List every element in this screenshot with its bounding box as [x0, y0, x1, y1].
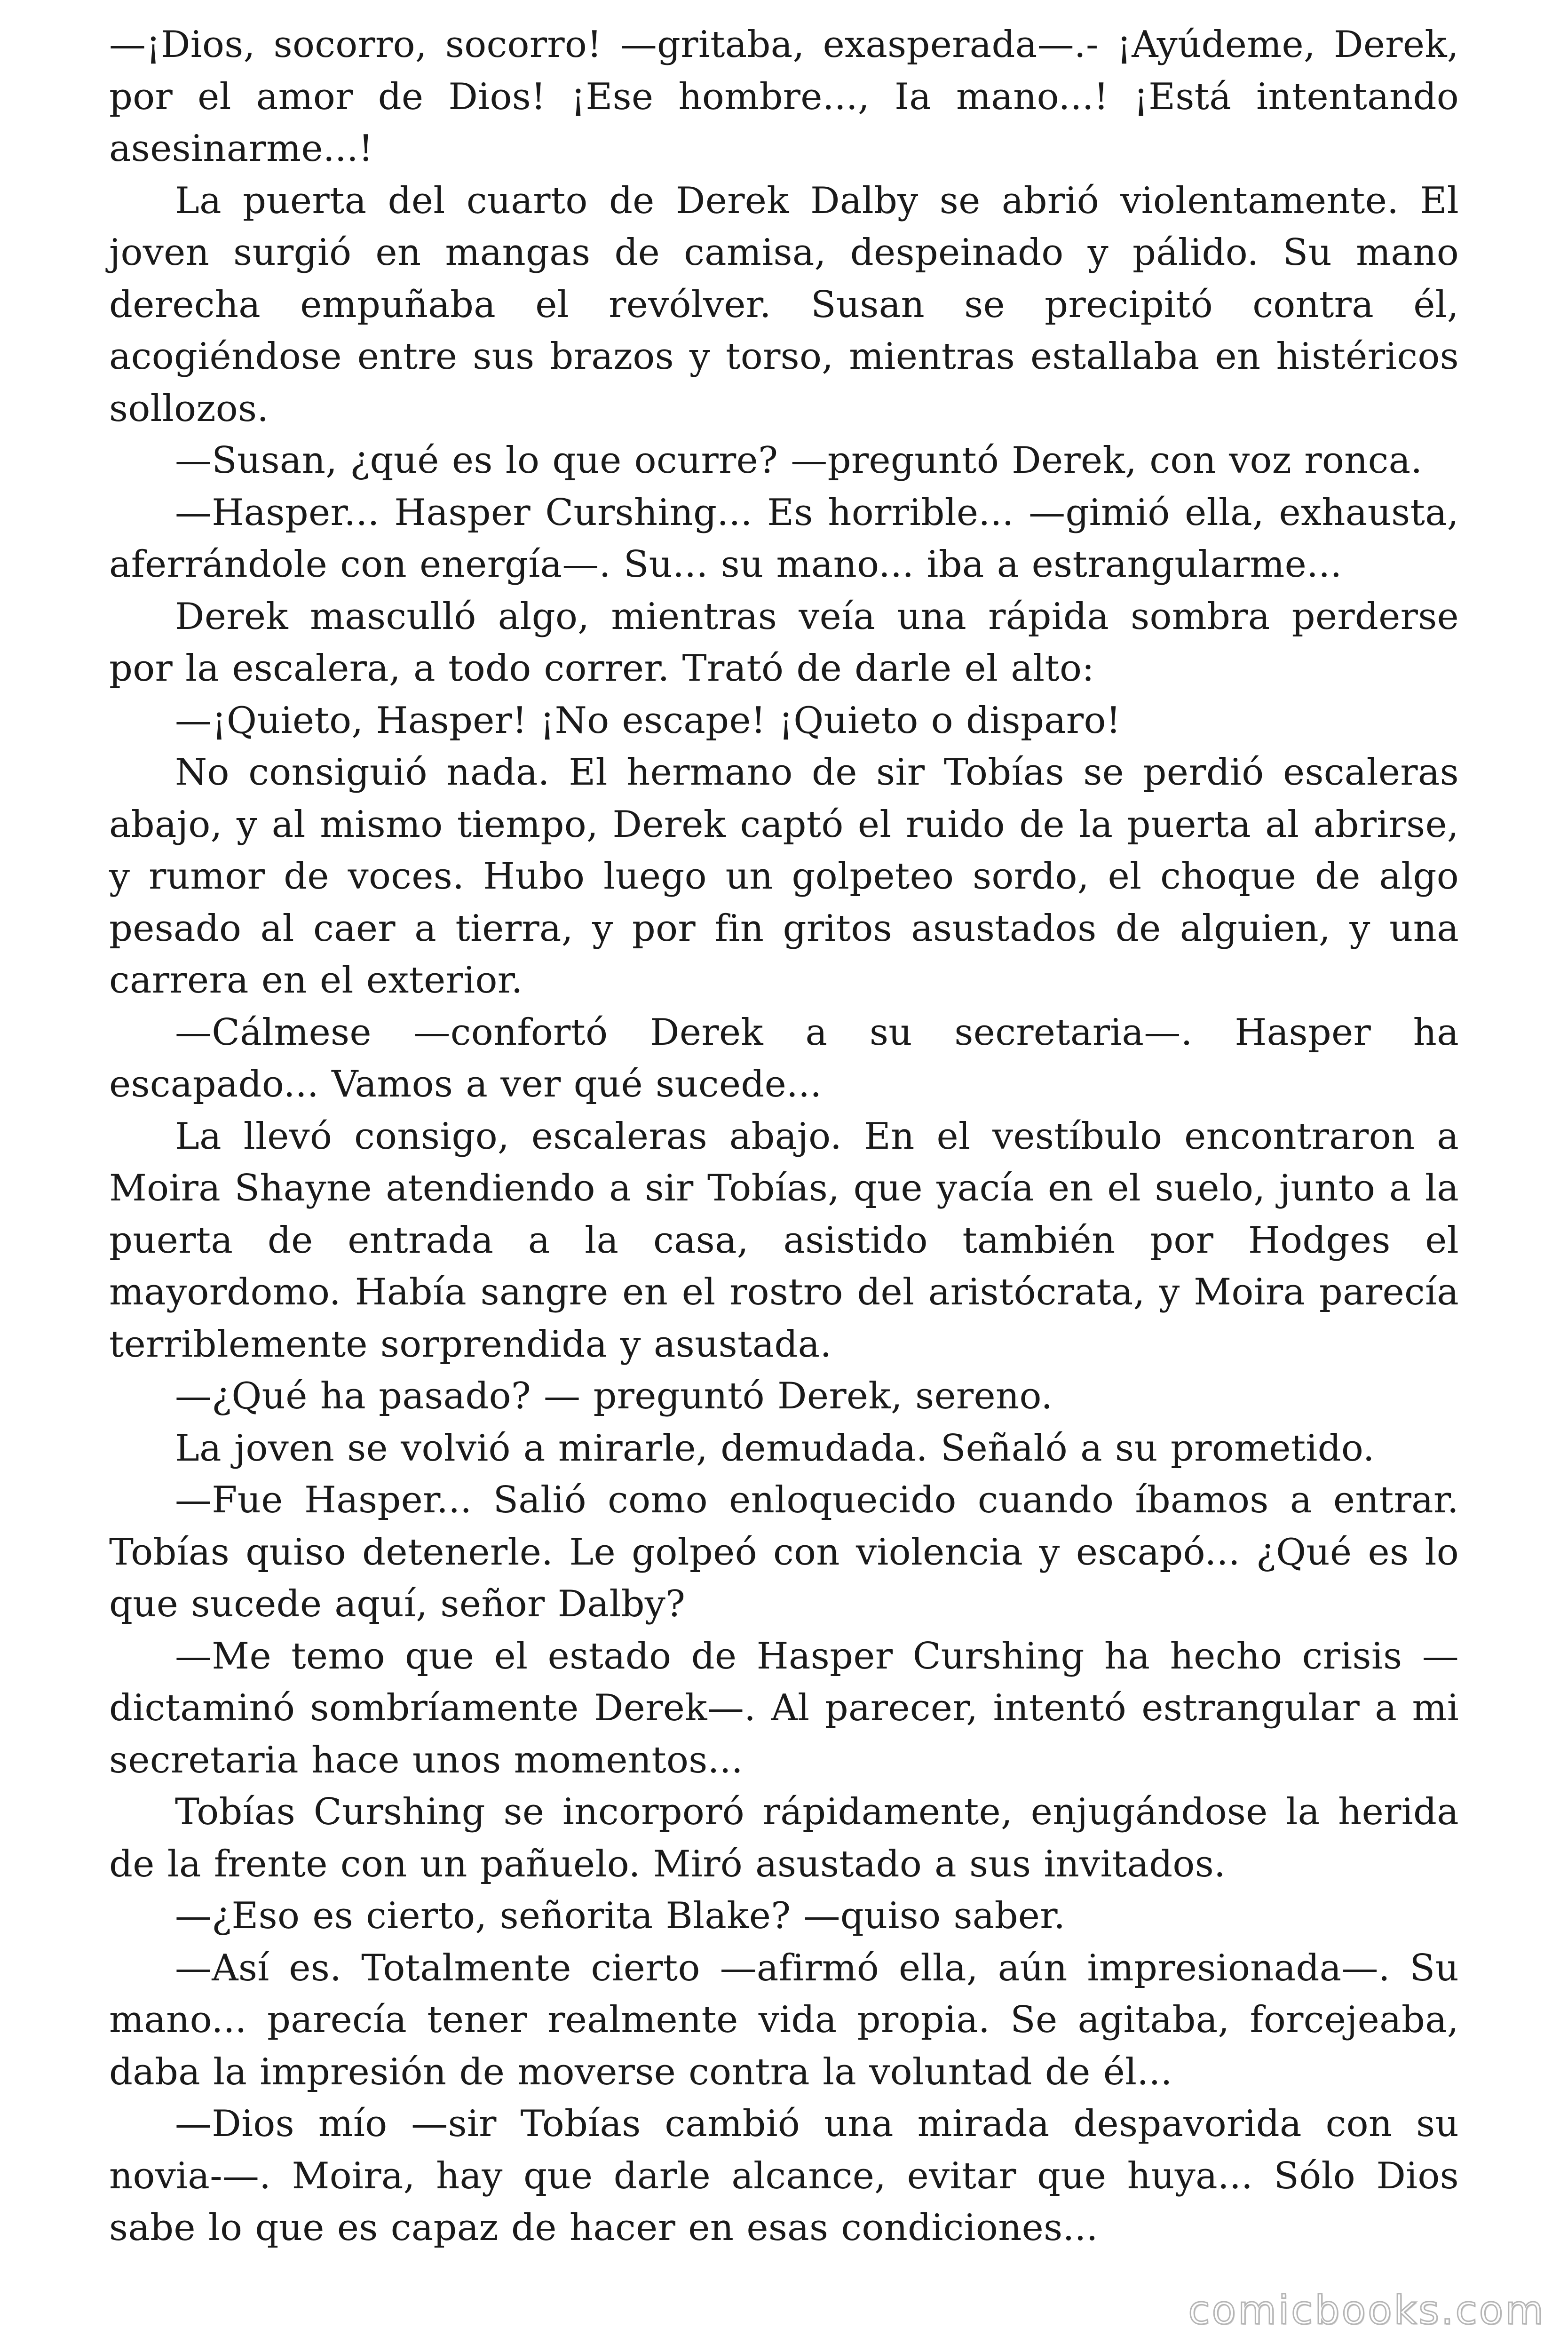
paragraph: —Cálmese —confortó Derek a su secretaria—. Hasper ha escapado... Vamos a ver qué sucede... [109, 1011, 1459, 1105]
paragraph: —Dios mío —sir Tobías cambió una mirada despavorida con su novia-—. Moira, hay que darle alcance, evitar que huya... Sólo Dios sabe lo que es capaz de hacer en esas condiciones... [109, 2103, 1459, 2249]
paragraph: —¡Quieto, Hasper! ¡No escape! ¡Quieto o disparo! [175, 699, 1121, 742]
paragraph: —¡Dios, socorro, socorro! —gritaba, exasperada—.- ¡Ayúdeme, Derek, por el amor de Dios! ¡Ese hombre..., Ia mano...! ¡Está intentando asesinarme...! [109, 24, 1459, 170]
paragraph: La joven se volvió a mirarle, demudada. Señaló a su prometido. [175, 1427, 1375, 1470]
paragraph: La llevó consigo, escaleras abajo. En el vestíbulo encontraron a Moira Shayne atendiendo a sir Tobías, que yacía en el suelo, junto a la puerta de entrada a la casa, asistido también por Hodges el mayordomo. Había sangre en el rostro del aristócrata, y Moira parecía terriblemente sorprendida y asustada. [109, 1115, 1459, 1366]
paragraph: —Así es. Totalmente cierto —afirmó ella, aún impresionada—. Su mano... parecía tener realmente vida propia. Se agitaba, forcejeaba, daba la impresión de moverse contra la voluntad de él... [109, 1947, 1459, 2093]
paragraph: —Fue Hasper... Salió como enloquecido cuando íbamos a entrar. Tobías quiso detenerle. Le golpeó con violencia y escapó... ¿Qué es lo que sucede aquí, señor Dalby? [109, 1479, 1459, 1625]
paragraph: —Hasper... Hasper Curshing... Es horrible... —gimió ella, exhausta, aferrándole con energía—. Su... su mano... iba a estrangularme... [109, 491, 1459, 586]
paragraph: —¿Qué ha pasado? — preguntó Derek, sereno. [175, 1375, 1053, 1417]
paragraph: —¿Eso es cierto, señorita Blake? —quiso saber. [175, 1895, 1066, 1937]
paragraph: Derek masculló algo, mientras veía una rápida sombra perderse por la escalera, a todo correr. Trató de darle el alto: [109, 595, 1459, 690]
paragraph: No consiguió nada. El hermano de sir Tobías se perdió escaleras abajo, y al mismo tiempo, Derek captó el ruido de la puerta al abrirse, y rumor de voces. Hubo luego un golpeteo sordo, el choque de algo pesado al caer a tierra, y por fin gritos asustados de alguien, y una carrera en el exterior. [109, 751, 1459, 1001]
watermark: comicbooks.com [1188, 2287, 1545, 2333]
paragraph: —Me temo que el estado de Hasper Curshing ha hecho crisis — dictaminó sombríamente Derek—. Al parecer, intentó estrangular a mi secretaria hace unos momentos... [109, 1635, 1459, 1781]
paragraph: Tobías Curshing se incorporó rápidamente, enjugándose la herida de la frente con un pañuelo. Miró asustado a sus invitados. [109, 1791, 1459, 1885]
paragraph: —Susan, ¿qué es lo que ocurre? —preguntó Derek, con voz ronca. [175, 439, 1423, 482]
text-column [109, 19, 1459, 2254]
paragraph: La puerta del cuarto de Derek Dalby se abrió violentamente. El joven surgió en mangas de camisa, despeinado y pálido. Su mano derecha empuñaba el revólver. Susan se precipitó contra él, acogiéndose entre sus brazos y torso, mientras estallaba en histéricos sollozos. [109, 179, 1459, 430]
